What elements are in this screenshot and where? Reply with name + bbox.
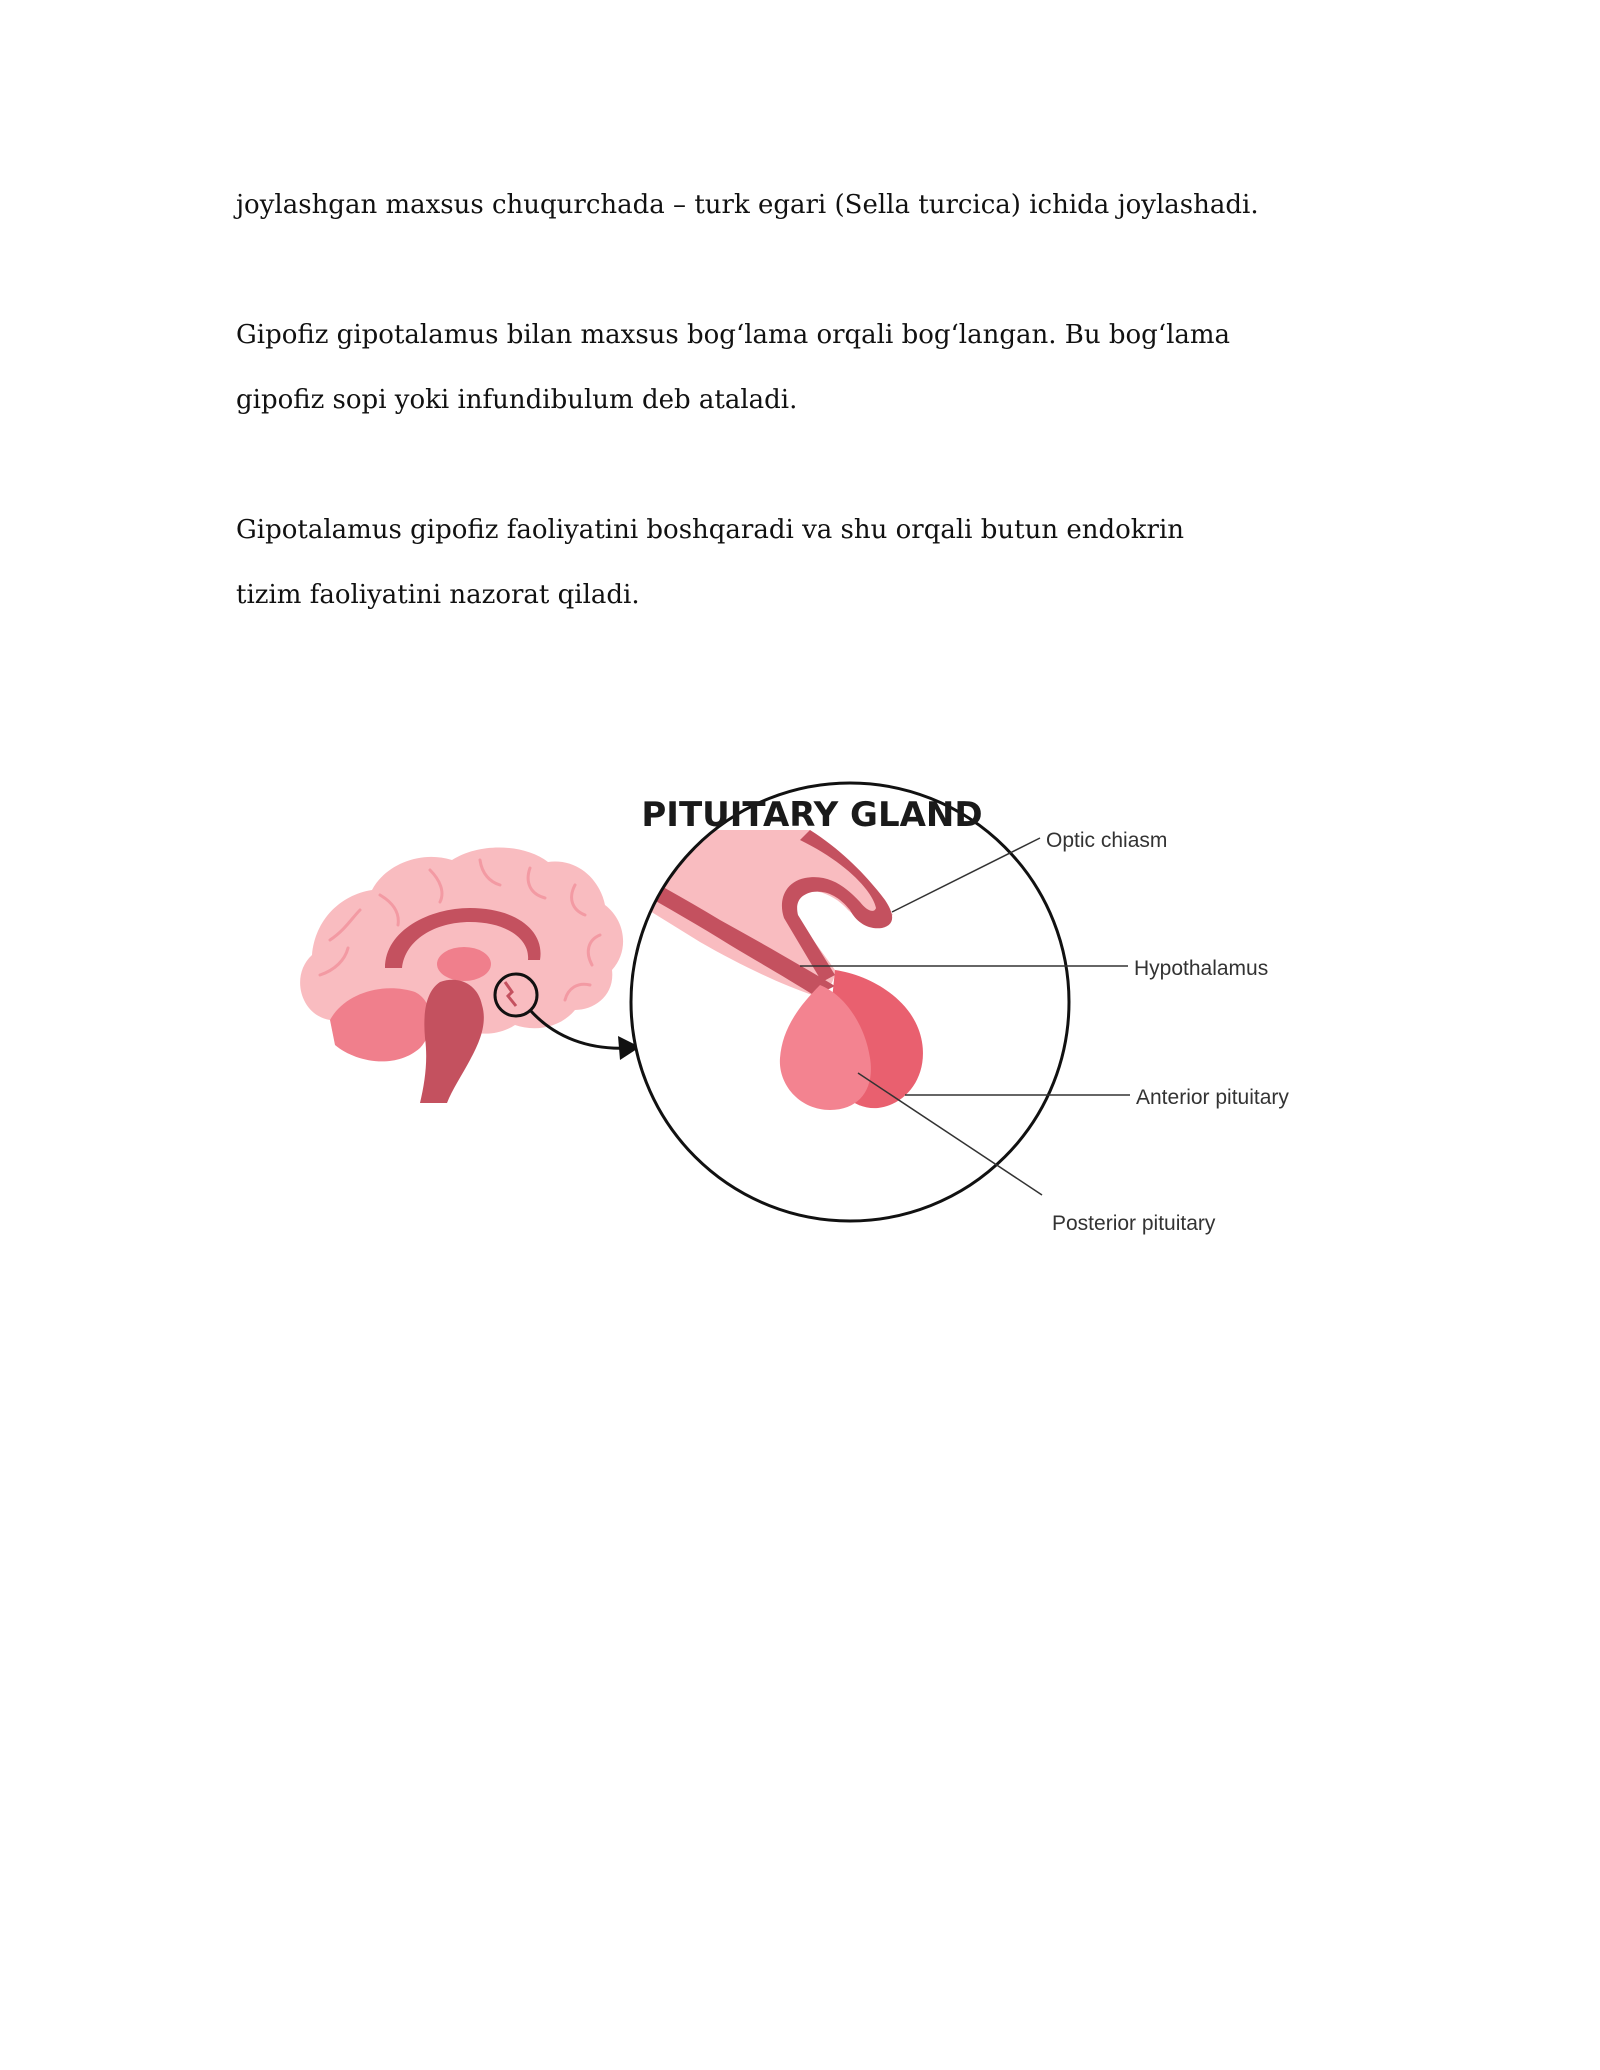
paragraph-line: gipofiz sopi yoki infundibulum deb ataladi. (236, 385, 798, 415)
paragraph-line: Gipofiz gipotalamus bilan maxsus bog‘lama orqali bog‘langan. Bu bog‘lama (236, 320, 1231, 350)
paragraph-line: tizim faoliyatini nazorat qiladi. (236, 580, 640, 610)
label-anterior-pituitary: Anterior pituitary (1136, 1086, 1289, 1109)
brainstem (420, 980, 484, 1103)
brain-illustration (300, 847, 640, 1103)
label-optic-chiasm: Optic chiasm (1046, 829, 1168, 852)
figure-title: PITUITARY GLAND (641, 795, 983, 835)
paragraph-infundibulum (236, 303, 1416, 433)
paragraph-line: joylashgan maxsus chuqurchada – turk egari (Sella turcica) ichida joylashadi. (236, 190, 1259, 220)
label-hypothalamus: Hypothalamus (1134, 957, 1269, 980)
paragraph-line: Gipotalamus gipofiz faoliyatini boshqaradi va shu orqali butun endokrin (236, 515, 1185, 545)
pituitary-gland-figure (0, 770, 1600, 1370)
label-posterior-pituitary: Posterior pituitary (1052, 1212, 1216, 1235)
thalamus (437, 947, 491, 981)
paragraph-hypothalamus-control (236, 498, 1416, 628)
paragraph-sella-turcica (236, 173, 1416, 238)
pituitary-diagram (0, 770, 1600, 1370)
